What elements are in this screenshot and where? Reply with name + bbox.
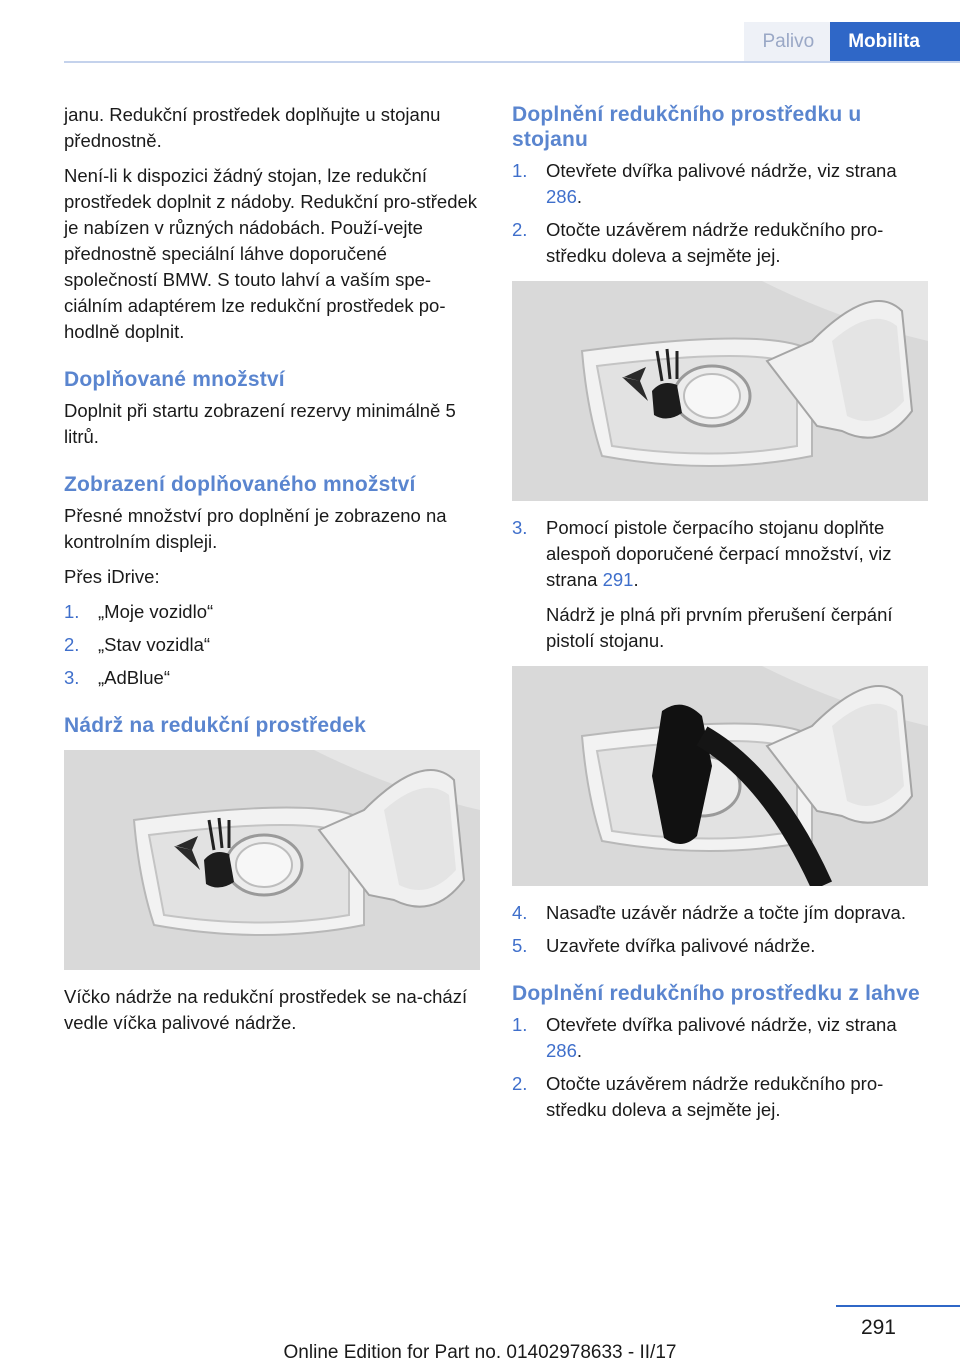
step-number: 1. xyxy=(512,1014,528,1035)
step-number: 3. xyxy=(512,517,528,538)
list-item xyxy=(64,599,480,625)
step-number: 2. xyxy=(512,1073,528,1094)
list-item xyxy=(512,1071,928,1123)
right-column xyxy=(512,102,928,1131)
step-text: Otevřete dvířka palivové nádrže, viz strana xyxy=(546,1014,897,1035)
list-item xyxy=(512,158,928,210)
step-text: Otočte uzávěrem nádrže redukčního pro‐středku doleva a sejměte jej. xyxy=(546,219,884,266)
heading-bottle: Doplnění redukčního prostředku z lahve xyxy=(512,982,920,1005)
station-steps-c xyxy=(512,900,928,959)
list-item xyxy=(512,217,928,269)
idrive-paragraph: Přes iDrive: xyxy=(64,566,160,587)
left-column xyxy=(64,102,480,1045)
heading-tank: Nádrž na redukční prostředek xyxy=(64,714,367,737)
heading-station: Doplnění redukčního prostředku u stojanu xyxy=(512,103,862,151)
step-text: Otevřete dvířka palivové nádrže, viz strana xyxy=(546,160,897,181)
page-number: 291 xyxy=(860,1316,896,1339)
step-number: 1. xyxy=(512,160,528,181)
step-text: Pomocí pistole čerpacího stojanu doplňte alespoň doporučené čerpací množství, viz strana xyxy=(546,517,892,590)
tab-palivo[interactable]: Palivo xyxy=(744,22,830,62)
heading-display: Zobrazení doplňovaného množství xyxy=(64,473,416,496)
step-number: 2. xyxy=(64,634,80,655)
intro-paragraph: janu. Redukční prostředek doplňujte u stojanu přednostně. xyxy=(64,104,441,151)
tank-paragraph: Víčko nádrže na redukční prostředek se na‐chází vedle víčka palivové nádrže. xyxy=(64,986,468,1033)
list-item xyxy=(64,632,480,658)
list-item xyxy=(512,900,928,926)
page-reference-link[interactable]: 291 xyxy=(602,569,634,590)
list-item xyxy=(512,1012,928,1064)
step-note: Nádrž je plná při prvním přerušení čerpání pistolí stojanu. xyxy=(546,604,893,651)
quantity-paragraph: Doplnit při startu zobrazení rezervy minimálně 5 litrů. xyxy=(64,400,456,447)
cap-removal-illustration xyxy=(512,281,928,501)
station-steps-b xyxy=(512,515,928,654)
step-text: „Stav vozidla“ xyxy=(98,634,211,655)
step-text: Uzavřete dvířka palivové nádrže. xyxy=(546,935,816,956)
header-tabs xyxy=(744,22,960,62)
step-tail: . xyxy=(576,186,583,207)
heading-quantity: Doplňované množství xyxy=(64,368,285,391)
step-text: „Moje vozidlo“ xyxy=(98,601,214,622)
nozzle-illustration xyxy=(512,666,928,886)
list-item xyxy=(64,665,480,691)
step-tail: . xyxy=(576,1040,583,1061)
page-reference-link[interactable]: 286 xyxy=(546,1040,577,1061)
header-divider xyxy=(64,61,960,63)
edition-footer: Online Edition for Part no. 01402978633 - II/17 xyxy=(283,1342,677,1363)
station-steps-a xyxy=(512,158,928,269)
list-item xyxy=(512,933,928,959)
tab-mobilita[interactable]: Mobilita xyxy=(830,22,960,62)
bottle-paragraph: Není-li k dispozici žádný stojan, lze redukční prostředek doplnit z nádoby. Redukční pro‐středek je nabízen v různých nádobách. Použí‐vejte přednostně speciální láhve doporučené společností BMW. S touto lahví a vaším spe‐ciálním adaptérem lze redukční prostředek po‐hodlně doplnit. xyxy=(64,165,478,342)
step-number: 4. xyxy=(512,902,528,923)
footer-divider xyxy=(836,1305,960,1307)
step-number: 3. xyxy=(64,667,80,688)
step-tail: . xyxy=(633,569,639,590)
bottle-steps xyxy=(512,1012,928,1123)
step-text: „AdBlue“ xyxy=(98,667,170,688)
step-number: 2. xyxy=(512,219,528,240)
step-number: 5. xyxy=(512,935,528,956)
list-item xyxy=(512,515,928,654)
tank-cap-illustration xyxy=(64,750,480,970)
step-text: Otočte uzávěrem nádrže redukčního pro‐středku doleva a sejměte jej. xyxy=(546,1073,884,1120)
idrive-steps xyxy=(64,599,480,691)
page-reference-link[interactable]: 286 xyxy=(546,186,577,207)
step-text: Nasaďte uzávěr nádrže a točte jím doprava. xyxy=(546,902,906,923)
display-paragraph: Přesné množství pro doplnění je zobrazeno na kontrolním displeji. xyxy=(64,505,447,552)
step-number: 1. xyxy=(64,601,80,622)
